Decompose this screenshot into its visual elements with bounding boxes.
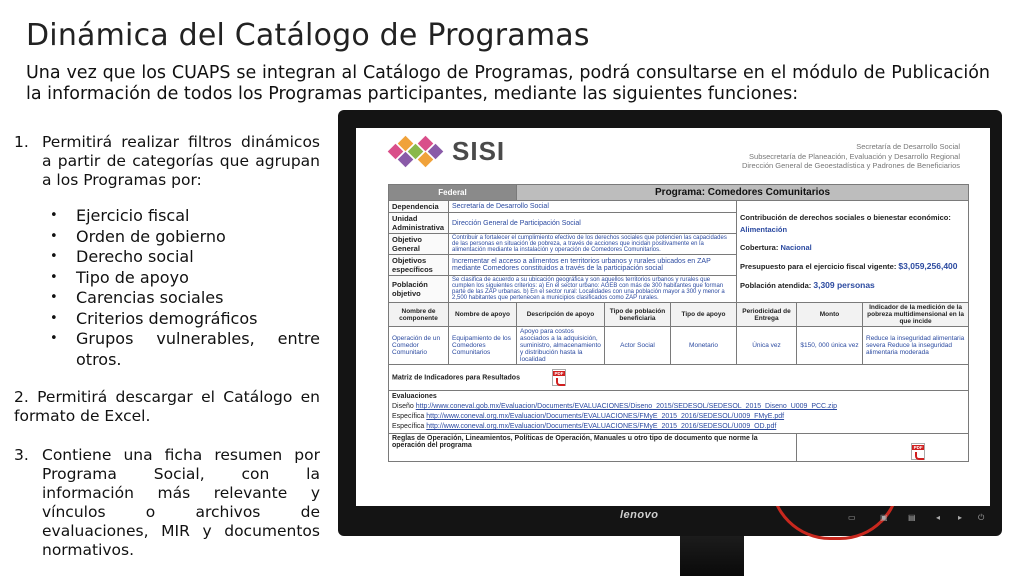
evaluation-link[interactable]: http://www.coneval.org.mx/Evaluacion/Documents/EVALUACIONES/FMyE_2015_2016/SEDESOL/U009_FMyE.pdf [426, 413, 785, 420]
evaluation-item [392, 402, 965, 412]
bullet-label: Derecho social [76, 247, 194, 266]
function-item-2: 2. Permitirá descargar el Catálogo en formato de Excel. [14, 388, 320, 425]
poblacion-objetivo-label: Población objetivo [389, 276, 449, 303]
evaluation-item [392, 422, 965, 432]
gov-order: Federal [389, 185, 517, 201]
item-number: 1. [14, 133, 29, 151]
org-line: Subsecretaría de Planeación, Evaluación y Desarrollo Regional [749, 151, 960, 161]
bullet-label: Ejercicio fiscal [76, 206, 190, 225]
column-header: Nombre de componente [389, 303, 449, 327]
indicador-cell: Reduce la inseguridad alimentaria severa Reduce la inseguridad alimentaria moderada [863, 327, 969, 365]
table-row [389, 434, 969, 462]
periodicidad-cell: Única vez [737, 327, 797, 365]
program-summary-panel [737, 201, 969, 303]
sisi-logo [388, 134, 505, 168]
unidad-value: Dirección General de Participación Social [449, 213, 737, 234]
column-header: Monto [797, 303, 863, 327]
table-row [389, 185, 969, 201]
bullet-dot: • [50, 208, 58, 223]
objetivos-especificos-label: Objetivos específicos [389, 255, 449, 276]
contribucion-value: Alimentación [740, 224, 788, 234]
dependencia-value: Secretaría de Desarrollo Social [449, 201, 737, 213]
monitor-menu-icon[interactable]: ▤ [908, 513, 916, 522]
function-item-1 [14, 133, 320, 190]
evaluation-type: Específica [392, 423, 425, 430]
function-item-3 [14, 446, 320, 560]
apoyo-cell: Equipamiento de los Comedores Comunitarios [449, 327, 517, 365]
item-text: Contiene una ficha resumen por Programa Social, con la información más relevante y vínculos o archivos de evaluaciones, MIR y documentos normativos. [42, 446, 320, 559]
bullet-label: Grupos vulnerables, entre otros. [76, 329, 320, 369]
monitor-brightness-icon[interactable]: ▣ [880, 513, 888, 522]
sisi-diamonds-icon [388, 134, 446, 168]
bullet-item [50, 227, 320, 248]
evaluation-item [392, 412, 965, 422]
monitor-input-icon[interactable]: ▭ [848, 513, 856, 522]
poblacion-atendida-label: Población atendida: [740, 280, 812, 290]
program-name: Programa: Comedores Comunitarios [517, 185, 969, 201]
slide-intro: Una vez que los CUAPS se integran al Catálogo de Programas, podrá consultarse en el módulo de Publicación la información de todos los Programas participantes, mediante las siguientes funciones: [26, 63, 990, 104]
cobertura-value: Nacional [780, 242, 812, 252]
column-header: Descripción de apoyo [517, 303, 605, 327]
poblacion-atendida-value: 3,309 personas [813, 279, 875, 290]
unidad-label: Unidad Administrativa [389, 213, 449, 234]
contribucion-label: Contribución de derechos sociales o bienestar económico: [740, 212, 951, 222]
bullet-item [50, 247, 320, 268]
monto-cell: $150, 000 única vez [797, 327, 863, 365]
bullet-item [50, 329, 320, 370]
item-text: Permitirá realizar filtros dinámicos a partir de categorías que agrupan a los Programas por: [42, 133, 320, 189]
column-header: Tipo de población beneficiaria [605, 303, 671, 327]
evaluation-link[interactable]: http://www.coneval.gob.mx/Evaluacion/Documents/EVALUACIONES/Diseno_2015/SEDESOL/SEDESOL_2015_Diseno_U009_PCC.zip [415, 403, 838, 410]
reglas-label: Reglas de Operación, Lineamientos, Políticas de Operación, Manuales u otro tipo de documento que norme la operación del programa [392, 435, 758, 449]
mir-pdf-icon[interactable] [552, 369, 566, 386]
bullet-label: Tipo de apoyo [76, 267, 189, 287]
evaluation-type: Específica [392, 413, 425, 420]
bullet-item [50, 268, 320, 289]
category-bullets [50, 206, 320, 370]
org-line: Dirección General de Geoestadística y Padrones de Beneficiarios [741, 161, 960, 170]
evaluaciones-label: Evaluaciones [392, 393, 437, 400]
functions-list [14, 133, 320, 560]
table-row [389, 201, 969, 213]
objetivo-general-label: Objetivo General [389, 234, 449, 255]
table-row [389, 327, 969, 365]
evaluation-type: Diseño [392, 403, 414, 410]
componente-cell: Operación de un Comedor Comunitario [389, 327, 449, 365]
bullet-label: Carencias sociales [76, 288, 224, 307]
cobertura-label: Cobertura: [740, 242, 779, 252]
table-row [389, 365, 969, 391]
poblacion-objetivo-value: Se clasifica de acuerdo a su ubicación geográfica y son aquellos territorios urbanos y rurales que cumplen los siguientes criterios: a) En el sector urbano: AGEB con más de 300 habitantes que forman parte de las ZAP urbanas. b) En el sector rural: Localidades con una población mayor a 300 y menor a 2,500 habitantes que pertenecen a municipios clasificados como ZAP rurales. [449, 276, 737, 303]
org-header [742, 142, 960, 171]
monitor-power-icon[interactable]: ⏻ [978, 513, 985, 522]
sisi-logo-text: SISI [452, 135, 506, 166]
program-summary-table [388, 184, 969, 462]
column-header: Nombre de apoyo [449, 303, 517, 327]
evaluation-link[interactable]: http://www.coneval.org.mx/Evaluacion/Documents/EVALUACIONES/FMyE_2015_2016/SEDESOL/U009_OD.pdf [426, 423, 777, 430]
objetivos-especificos-value: Incrementar el acceso a alimentos en territorios urbanos y rurales ubicados en ZAP mediante Comedores constituidos a través de la participación social [449, 255, 737, 276]
mir-label: Matriz de Indicadores para Resultados [392, 374, 520, 382]
table-row [389, 391, 969, 434]
monitor-arrow-icon[interactable]: ◂ [936, 513, 941, 522]
dependencia-label: Dependencia [389, 201, 449, 213]
org-line: Secretaría de Desarrollo Social [856, 142, 960, 151]
bullet-item [50, 309, 320, 330]
column-header: Indicador de la medición de la pobreza multidimensional en la que incide [863, 303, 969, 327]
column-header: Periodicidad de Entrega [737, 303, 797, 327]
slide-title: Dinámica del Catálogo de Programas [26, 18, 590, 53]
item-number: 3. [14, 446, 29, 464]
presupuesto-label: Presupuesto para el ejercicio fiscal vigente: [740, 261, 897, 271]
column-header: Tipo de apoyo [671, 303, 737, 327]
bullet-label: Criterios demográficos [76, 308, 258, 328]
bullet-dot: • [50, 249, 58, 264]
reglas-pdf-icon[interactable] [911, 443, 925, 460]
bullet-item [50, 206, 320, 227]
monitor-arrow-icon[interactable]: ▸ [958, 513, 963, 522]
bullet-dot: • [50, 310, 58, 326]
table-header-row [389, 303, 969, 327]
bullet-dot: • [50, 228, 58, 244]
bullet-label: Orden de gobierno [76, 226, 226, 246]
monitor-brand-logo: lenovo [620, 509, 659, 521]
monitor-screen [356, 128, 990, 506]
bullet-dot: • [50, 269, 58, 285]
bullet-item [50, 288, 320, 309]
monitor-stand [680, 536, 744, 576]
bullet-dot: • [50, 331, 58, 346]
objetivo-general-value: Contribuir a fortalecer el cumplimiento efectivo de los derechos sociales que potencien las capacidades de las personas en situación de pobreza, a través de acciones que incidan positivamente en la alimentación mediante la instalación y operación de Comedores Comunitarios. [449, 234, 737, 255]
presupuesto-value: $3,059,256,400 [898, 260, 958, 271]
poblacion-cell: Actor Social [605, 327, 671, 365]
tipo-apoyo-cell: Monetario [671, 327, 737, 365]
descripcion-cell: Apoyo para costos asociados a la adquisición, suministro, almacenamiento y distribución hasta la localidad [517, 327, 605, 365]
bullet-dot: • [50, 290, 58, 305]
